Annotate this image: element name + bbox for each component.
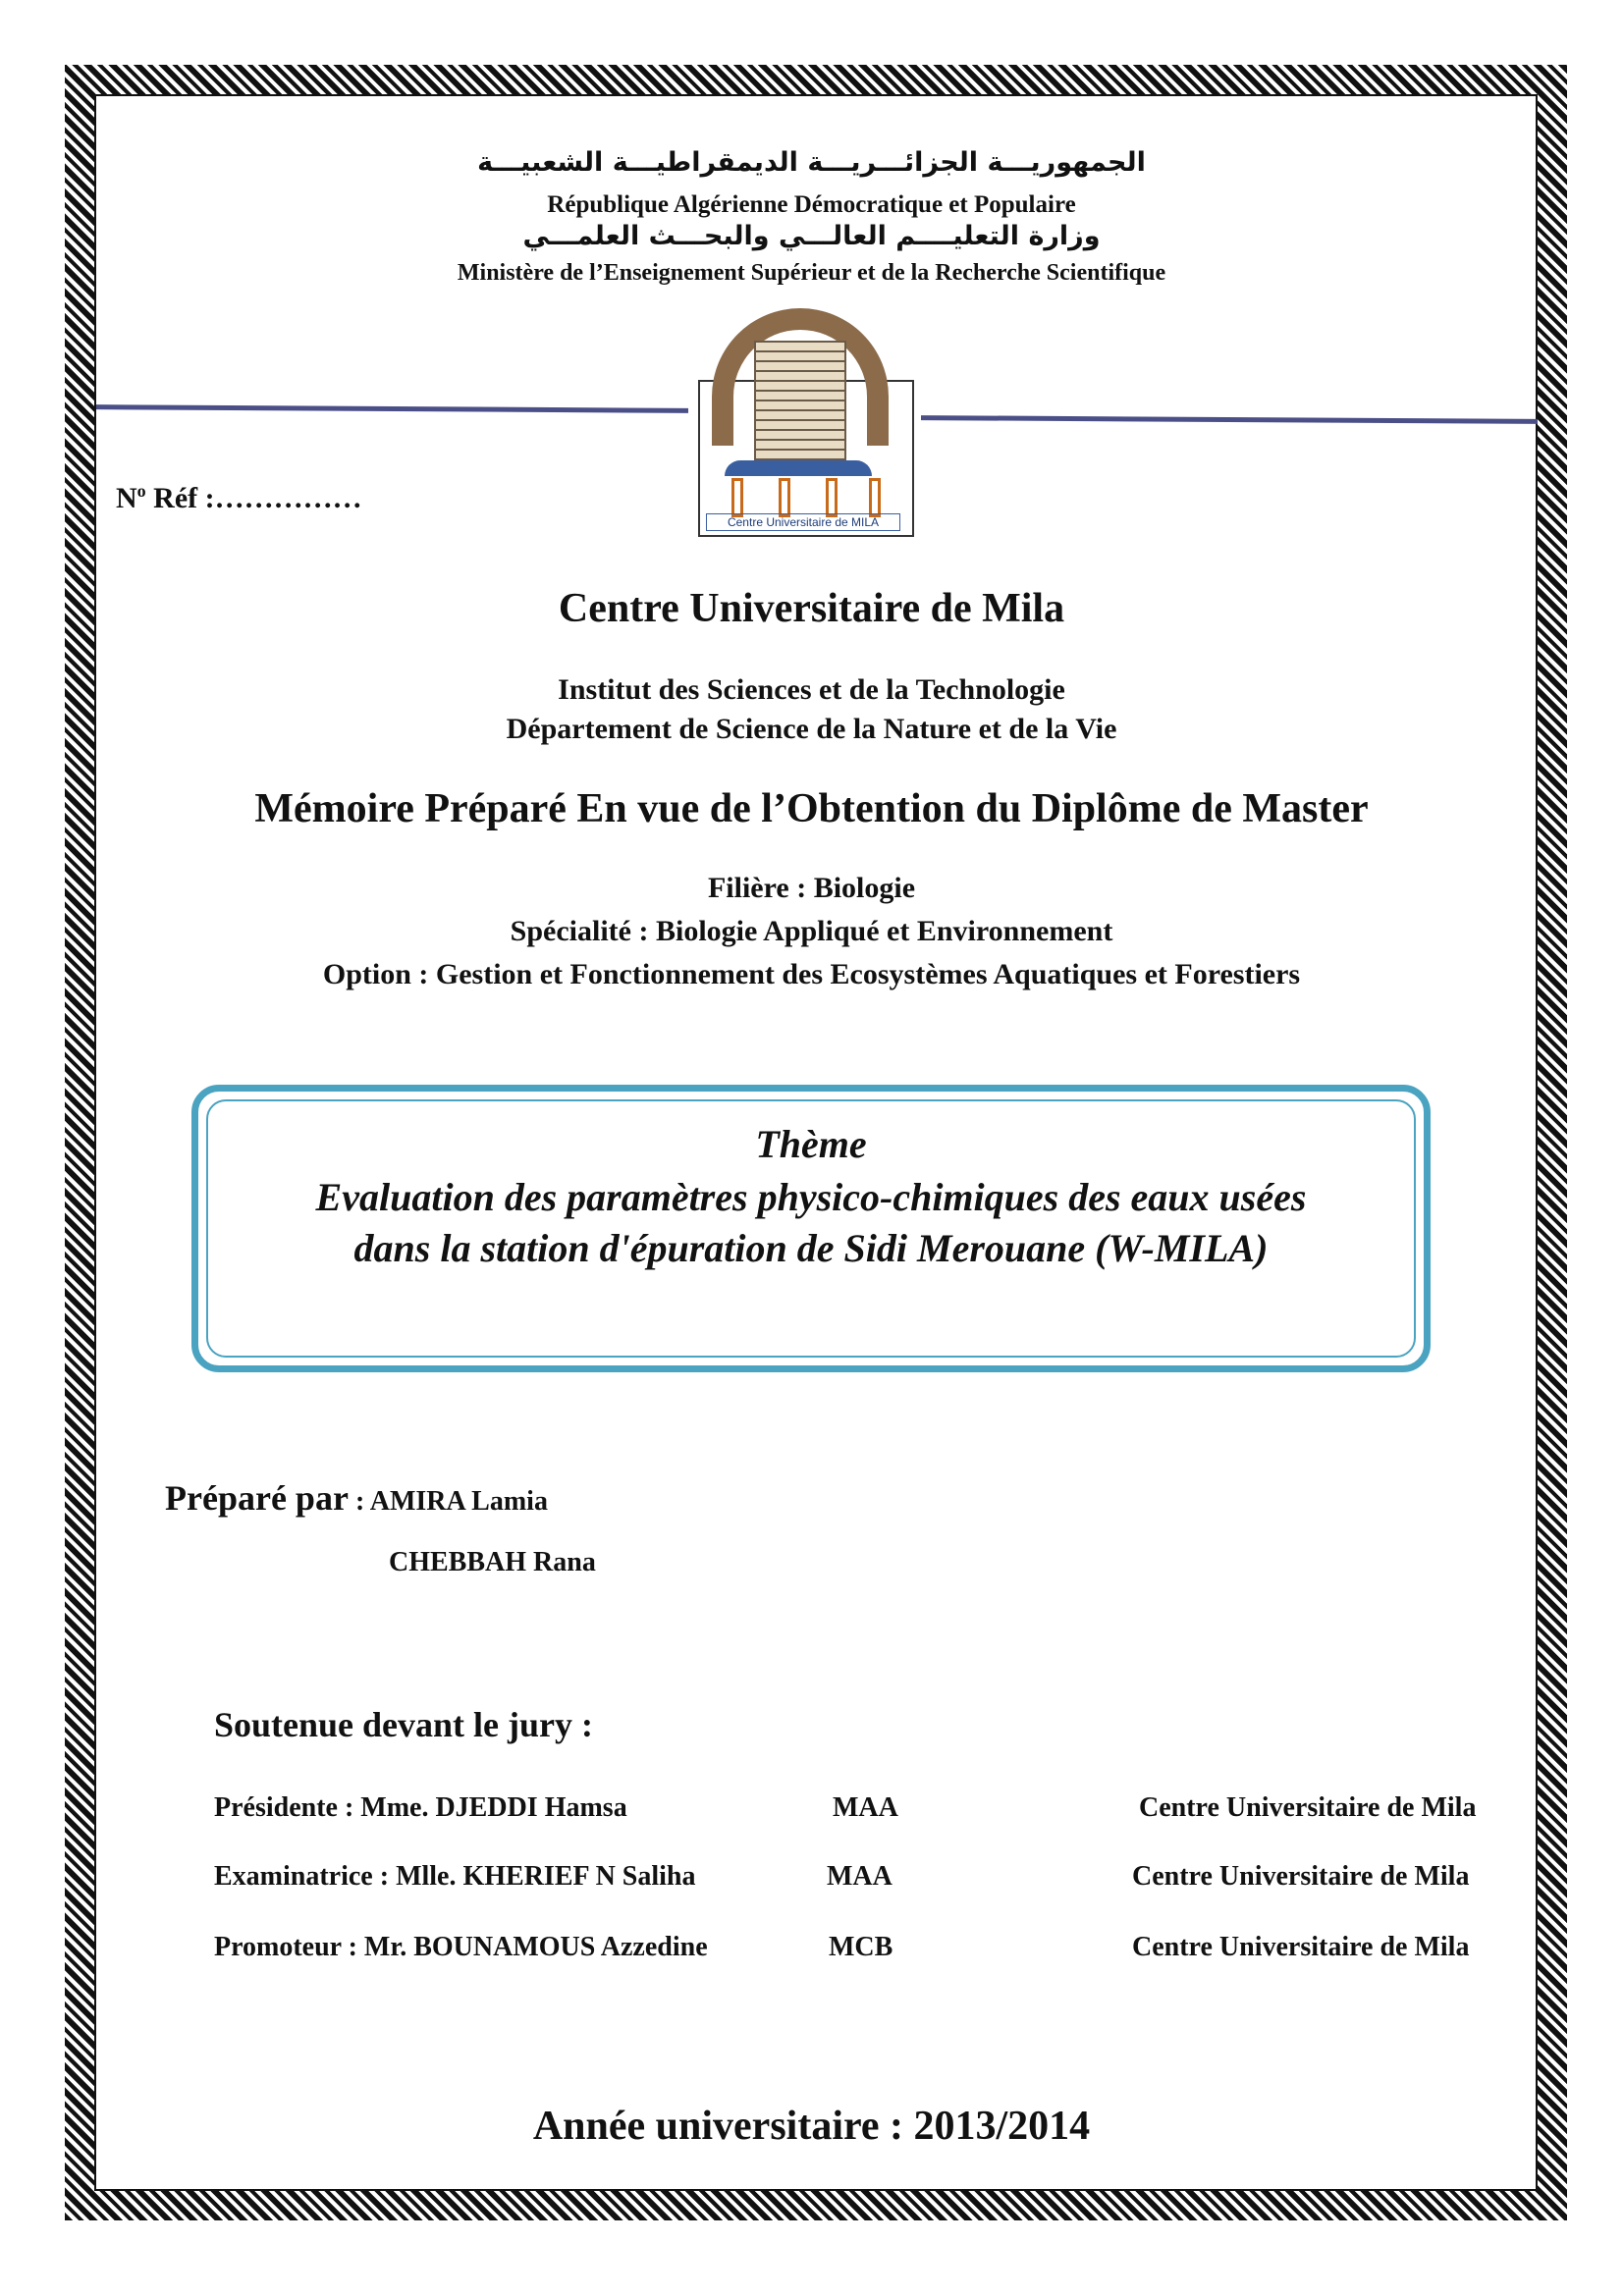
theme-label: Thème	[755, 1122, 867, 1166]
jury-grade-3: MCB	[829, 1932, 893, 1962]
jury-grade-2: MAA	[827, 1861, 893, 1892]
author-1: AMIRA Lamia	[369, 1486, 548, 1517]
theme-line-2: dans la station d'épuration de Sidi Merouane (W-MILA)	[353, 1226, 1269, 1270]
republic-arabic: الجمهوريـــة الجزائـــريـــة الديمقراطيـــة الشعبيـــة	[477, 147, 1146, 178]
institute-name: Institut des Sciences et de la Technologie	[558, 673, 1065, 706]
ministry-arabic: وزارة التعليــــم العالـــي والبحـــث العلمـــي	[522, 221, 1101, 251]
republic-french: République Algérienne Démocratique et Populaire	[547, 191, 1076, 218]
academic-year: Année universitaire : 2013/2014	[532, 2104, 1091, 2149]
jury-role-3: Promoteur : Mr. BOUNAMOUS Azzedine	[214, 1932, 708, 1962]
jury-grade-1: MAA	[833, 1792, 898, 1823]
jury-inst-3: Centre Universitaire de Mila	[1132, 1932, 1470, 1962]
theme-line-1: Evaluation des paramètres physico-chimiques des eaux usées	[315, 1175, 1307, 1219]
institution-name: Centre Universitaire de Mila	[558, 586, 1065, 631]
filiere: Filière : Biologie	[707, 872, 916, 904]
prepared-by: Préparé par : AMIRA Lamia	[165, 1478, 548, 1518]
logo-columns	[722, 478, 889, 517]
memoire-title: Mémoire Préparé En vue de l’Obtention du Diplôme de Master	[254, 786, 1369, 831]
ministry-french: Ministère de l’Enseignement Supérieur et de la Recherche Scientifique	[457, 260, 1166, 286]
theme-box	[191, 1085, 1431, 1372]
department-name: Département de Science de la Nature et de la Vie	[506, 713, 1117, 745]
logo-caption: Centre Universitaire de MILA	[706, 513, 900, 531]
jury-role-1: Présidente : Mme. DJEDDI Hamsa	[214, 1792, 627, 1823]
jury-inst-1: Centre Universitaire de Mila	[1139, 1792, 1477, 1823]
jury-title: Soutenue devant le jury :	[214, 1705, 593, 1744]
specialite: Spécialité : Biologie Appliqué et Environnement	[510, 915, 1113, 947]
logo-building	[754, 341, 846, 472]
author-2: CHEBBAH Rana	[389, 1547, 596, 1577]
jury-inst-2: Centre Universitaire de Mila	[1132, 1861, 1470, 1892]
jury-role-2: Examinatrice : Mlle. KHERIEF N Saliha	[214, 1861, 696, 1892]
reference-number: $N^o$ Réf :……………	[116, 481, 362, 514]
logo-book	[725, 460, 872, 476]
option: Option : Gestion et Fonctionnement des Ecosystèmes Aquatiques et Forestiers	[322, 958, 1301, 990]
university-logo	[698, 380, 914, 537]
